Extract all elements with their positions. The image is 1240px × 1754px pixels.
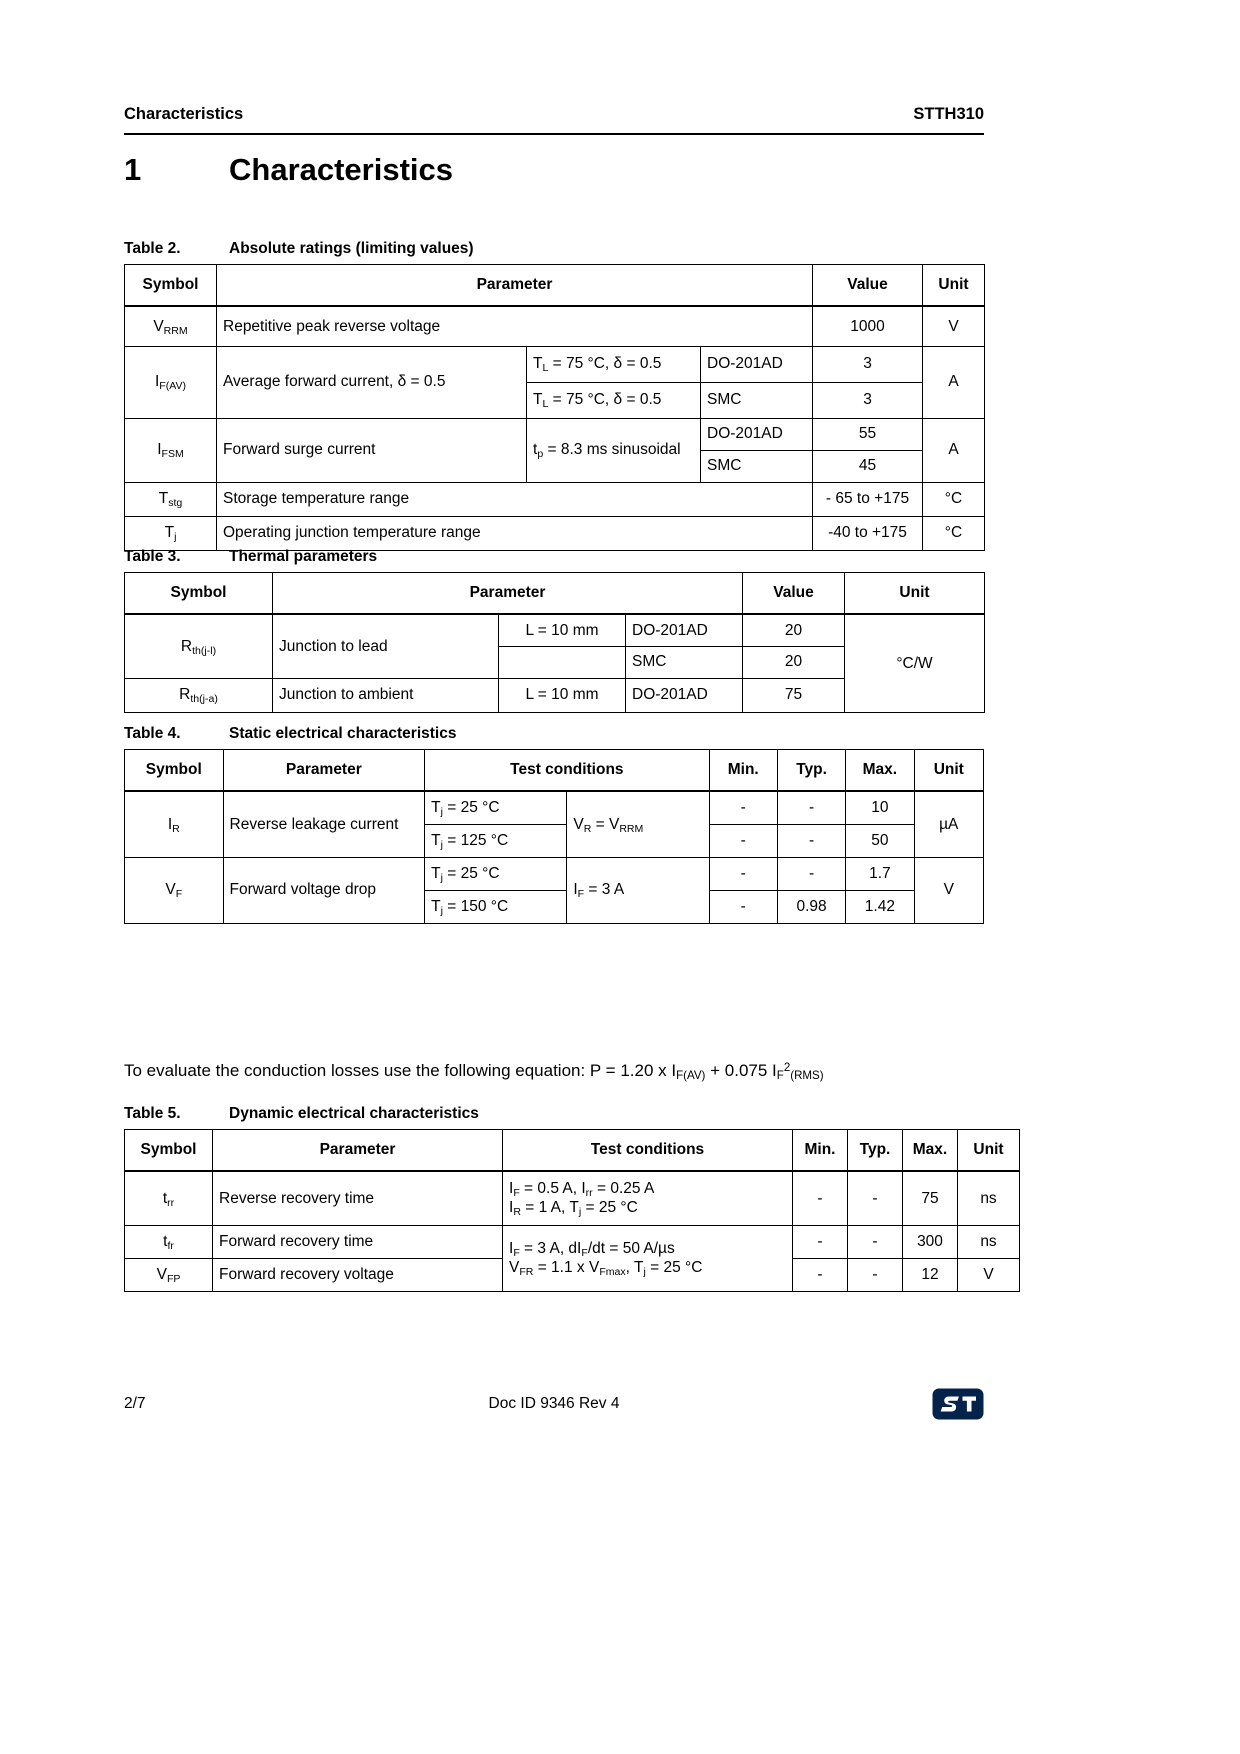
table2-caption-text: Absolute ratings (limiting values)	[229, 240, 474, 257]
cell-temperature: $T_j = 125$ °C	[425, 824, 567, 857]
col-unit: Unit	[958, 1130, 1020, 1172]
equation-exponent: 2	[783, 1061, 791, 1074]
cell-length: L = 10 mm	[499, 678, 626, 712]
cell-typ: -	[848, 1171, 903, 1225]
table5-caption-text: Dynamic electrical characteristics	[229, 1105, 479, 1122]
running-header-left: Characteristics	[124, 105, 244, 123]
cell-symbol: $V_F$	[125, 857, 224, 923]
table-row	[125, 346, 985, 382]
table4-caption-text: Static electrical characteristics	[229, 725, 457, 742]
cell-typ: -	[848, 1225, 903, 1258]
equation-mid: + 0.075 I	[705, 1061, 777, 1080]
chapter-heading	[124, 152, 984, 188]
cell-unit: ns	[958, 1225, 1020, 1258]
col-symbol: Symbol	[125, 750, 224, 792]
cell-symbol: $I_{F(AV)}$	[125, 346, 217, 418]
cell-parameter: Repetitive peak reverse voltage	[217, 306, 813, 346]
cell-min: -	[793, 1171, 848, 1225]
cell-temperature: $T_j = 25$ °C	[425, 857, 567, 890]
cell-condition: $T_L = 75$ °C, δ = 0.5	[527, 382, 701, 418]
cell-unit: °C	[923, 482, 985, 516]
table-row	[125, 306, 985, 346]
col-parameter: Parameter	[273, 573, 743, 615]
table-row-header	[125, 265, 985, 307]
cell-package: DO-201AD	[626, 678, 743, 712]
cell-max: 1.7	[846, 857, 914, 890]
cell-parameter: Forward surge current	[217, 418, 527, 482]
cell-symbol: $R_{th(j-a)}$	[125, 678, 273, 712]
cell-symbol: $t_{rr}$	[125, 1171, 213, 1225]
table2-caption	[124, 240, 984, 258]
condition-line-2: $V_{FR} = 1.1$ x $V_{Fmax}$, $T_j = 25$ °C	[509, 1259, 703, 1278]
cell-max: 10	[846, 791, 914, 824]
table2-caption-label: Table 2.	[124, 240, 181, 257]
table-row-header	[125, 1130, 1020, 1172]
col-symbol: Symbol	[125, 1130, 213, 1172]
chapter-title: Characteristics	[229, 152, 454, 187]
cell-package: SMC	[701, 450, 813, 482]
equation-mid-sub: F	[776, 1070, 784, 1083]
cell-min: -	[793, 1258, 848, 1291]
cell-test-conditions-shared	[503, 1225, 793, 1291]
cell-unit: A	[923, 346, 985, 418]
condition-line-2: $I_R = 1$ A, $T_j = 25$ °C	[509, 1199, 638, 1219]
cell-condition: $T_L = 75$ °C, δ = 0.5	[527, 346, 701, 382]
table4-block	[124, 725, 984, 924]
cell-max: 300	[903, 1225, 958, 1258]
cell-parameter: Forward recovery voltage	[213, 1258, 503, 1291]
col-test-conditions: Test conditions	[425, 750, 709, 792]
equation-lead-sub: F(AV)	[676, 1070, 706, 1083]
cell-typ: -	[777, 824, 845, 857]
col-min: Min.	[793, 1130, 848, 1172]
cell-max: 50	[846, 824, 914, 857]
table3-block	[124, 548, 984, 713]
table5-block	[124, 1105, 1004, 1292]
cell-min: -	[709, 791, 777, 824]
cell-parameter: Operating junction temperature range	[217, 516, 813, 550]
cell-symbol: $V_{RRM}$	[125, 306, 217, 346]
cell-max: 1.42	[846, 890, 914, 923]
col-test-conditions: Test conditions	[503, 1130, 793, 1172]
cell-symbol: $t_{fr}$	[125, 1225, 213, 1258]
cell-value: 20	[743, 614, 845, 646]
table3-caption-label: Table 3.	[124, 548, 181, 565]
cell-parameter: Forward voltage drop	[223, 857, 425, 923]
col-parameter: Parameter	[213, 1130, 503, 1172]
cell-symbol: $I_{FSM}$	[125, 418, 217, 482]
cell-parameter: Reverse leakage current	[223, 791, 425, 857]
table-dynamic-electrical	[124, 1129, 1020, 1292]
col-symbol: Symbol	[125, 573, 273, 615]
cell-parameter: Junction to ambient	[273, 678, 499, 712]
table-row	[125, 1171, 1020, 1225]
cell-typ: 0.98	[777, 890, 845, 923]
equation-tail-sub: (RMS)	[790, 1070, 824, 1083]
cell-unit: µA	[914, 791, 983, 857]
cell-parameter: Storage temperature range	[217, 482, 813, 516]
table-row-header	[125, 573, 985, 615]
table-row	[125, 516, 985, 550]
cell-parameter: Reverse recovery time	[213, 1171, 503, 1225]
col-typ: Typ.	[777, 750, 845, 792]
cell-value: 3	[813, 346, 923, 382]
table-row	[125, 482, 985, 516]
cell-symbol: $V_{FP}$	[125, 1258, 213, 1291]
equation-lead: To evaluate the conduction losses use the following equation: P = 1.20 x I	[124, 1061, 677, 1080]
cell-max: 12	[903, 1258, 958, 1291]
cell-symbol: $T_j$	[125, 516, 217, 550]
table5-caption	[124, 1105, 984, 1123]
table-row	[125, 614, 985, 646]
cell-symbol: $R_{th(j-l)}$	[125, 614, 273, 678]
cell-unit: A	[923, 418, 985, 482]
table3-caption	[124, 548, 984, 566]
table-absolute-ratings	[124, 264, 985, 551]
chapter-number: 1	[124, 152, 142, 187]
col-unit: Unit	[914, 750, 983, 792]
cell-min: -	[793, 1225, 848, 1258]
cell-max: 75	[903, 1171, 958, 1225]
cell-value: 45	[813, 450, 923, 482]
col-value: Value	[813, 265, 923, 307]
col-symbol: Symbol	[125, 265, 217, 307]
st-logo-wrap	[804, 1388, 984, 1420]
cell-unit: °C/W	[845, 614, 985, 712]
cell-value: 1000	[813, 306, 923, 346]
table-row	[125, 857, 984, 890]
running-header	[124, 105, 984, 124]
cell-condition: $t_p = 8.3$ ms sinusoidal	[527, 418, 701, 482]
header-rule	[124, 133, 984, 135]
col-min: Min.	[709, 750, 777, 792]
cell-unit: V	[923, 306, 985, 346]
cell-unit: ns	[958, 1171, 1020, 1225]
cell-condition: $I_F = 3$ A	[567, 857, 709, 923]
table5-caption-label: Table 5.	[124, 1105, 181, 1122]
table4-caption	[124, 725, 984, 743]
cell-value: 20	[743, 646, 845, 678]
running-header-right: STTH310	[913, 105, 984, 123]
cell-parameter: Junction to lead	[273, 614, 499, 678]
cell-value: -40 to +175	[813, 516, 923, 550]
condition-line-1: $I_F = 0.5$ A, $I_{rr} = 0.25$ A	[509, 1179, 655, 1199]
cell-value: 55	[813, 418, 923, 450]
cell-parameter: Forward recovery time	[213, 1225, 503, 1258]
table-thermal-parameters	[124, 572, 985, 713]
page-footer	[124, 1388, 984, 1420]
cell-test-conditions	[503, 1171, 793, 1225]
cell-min: -	[709, 824, 777, 857]
col-value: Value	[743, 573, 845, 615]
col-max: Max.	[846, 750, 914, 792]
page-body	[124, 0, 1004, 1754]
st-logo-icon	[932, 1388, 984, 1420]
cell-typ: -	[777, 857, 845, 890]
table2-block	[124, 240, 984, 551]
table-row	[125, 791, 984, 824]
cell-value: - 65 to +175	[813, 482, 923, 516]
col-typ: Typ.	[848, 1130, 903, 1172]
cell-package: DO-201AD	[701, 346, 813, 382]
cell-min: -	[709, 857, 777, 890]
cell-value: 75	[743, 678, 845, 712]
page-number: 2/7	[124, 1395, 146, 1412]
table-row	[125, 1225, 1020, 1258]
table-static-electrical	[124, 749, 984, 924]
doc-id: Doc ID 9346 Rev 4	[488, 1395, 620, 1412]
cell-symbol: $T_{stg}$	[125, 482, 217, 516]
cell-package: SMC	[701, 382, 813, 418]
conduction-loss-equation	[124, 1060, 984, 1083]
table4-caption-label: Table 4.	[124, 725, 181, 742]
cell-parameter: Average forward current, δ = 0.5	[217, 346, 527, 418]
cell-unit: °C	[923, 516, 985, 550]
col-unit: Unit	[845, 573, 985, 615]
col-max: Max.	[903, 1130, 958, 1172]
cell-symbol: $I_R$	[125, 791, 224, 857]
table3-caption-text: Thermal parameters	[229, 548, 378, 565]
cell-unit: V	[958, 1258, 1020, 1291]
cell-package: DO-201AD	[701, 418, 813, 450]
cell-temperature: $T_j = 25$ °C	[425, 791, 567, 824]
cell-unit: V	[914, 857, 983, 923]
col-parameter: Parameter	[217, 265, 813, 307]
cell-value: 3	[813, 382, 923, 418]
condition-line-1: $I_F = 3$ A, $dI_F/dt = 50$ A/µs	[509, 1239, 675, 1259]
table-row	[125, 418, 985, 450]
col-parameter: Parameter	[223, 750, 425, 792]
cell-typ: -	[777, 791, 845, 824]
cell-package: SMC	[626, 646, 743, 678]
cell-typ: -	[848, 1258, 903, 1291]
cell-min: -	[709, 890, 777, 923]
cell-length: L = 10 mm	[499, 614, 626, 646]
cell-temperature: $T_j = 150$ °C	[425, 890, 567, 923]
cell-package: DO-201AD	[626, 614, 743, 646]
cell-condition: $V_R = V_{RRM}$	[567, 791, 709, 857]
col-unit: Unit	[923, 265, 985, 307]
table-row-header	[125, 750, 984, 792]
